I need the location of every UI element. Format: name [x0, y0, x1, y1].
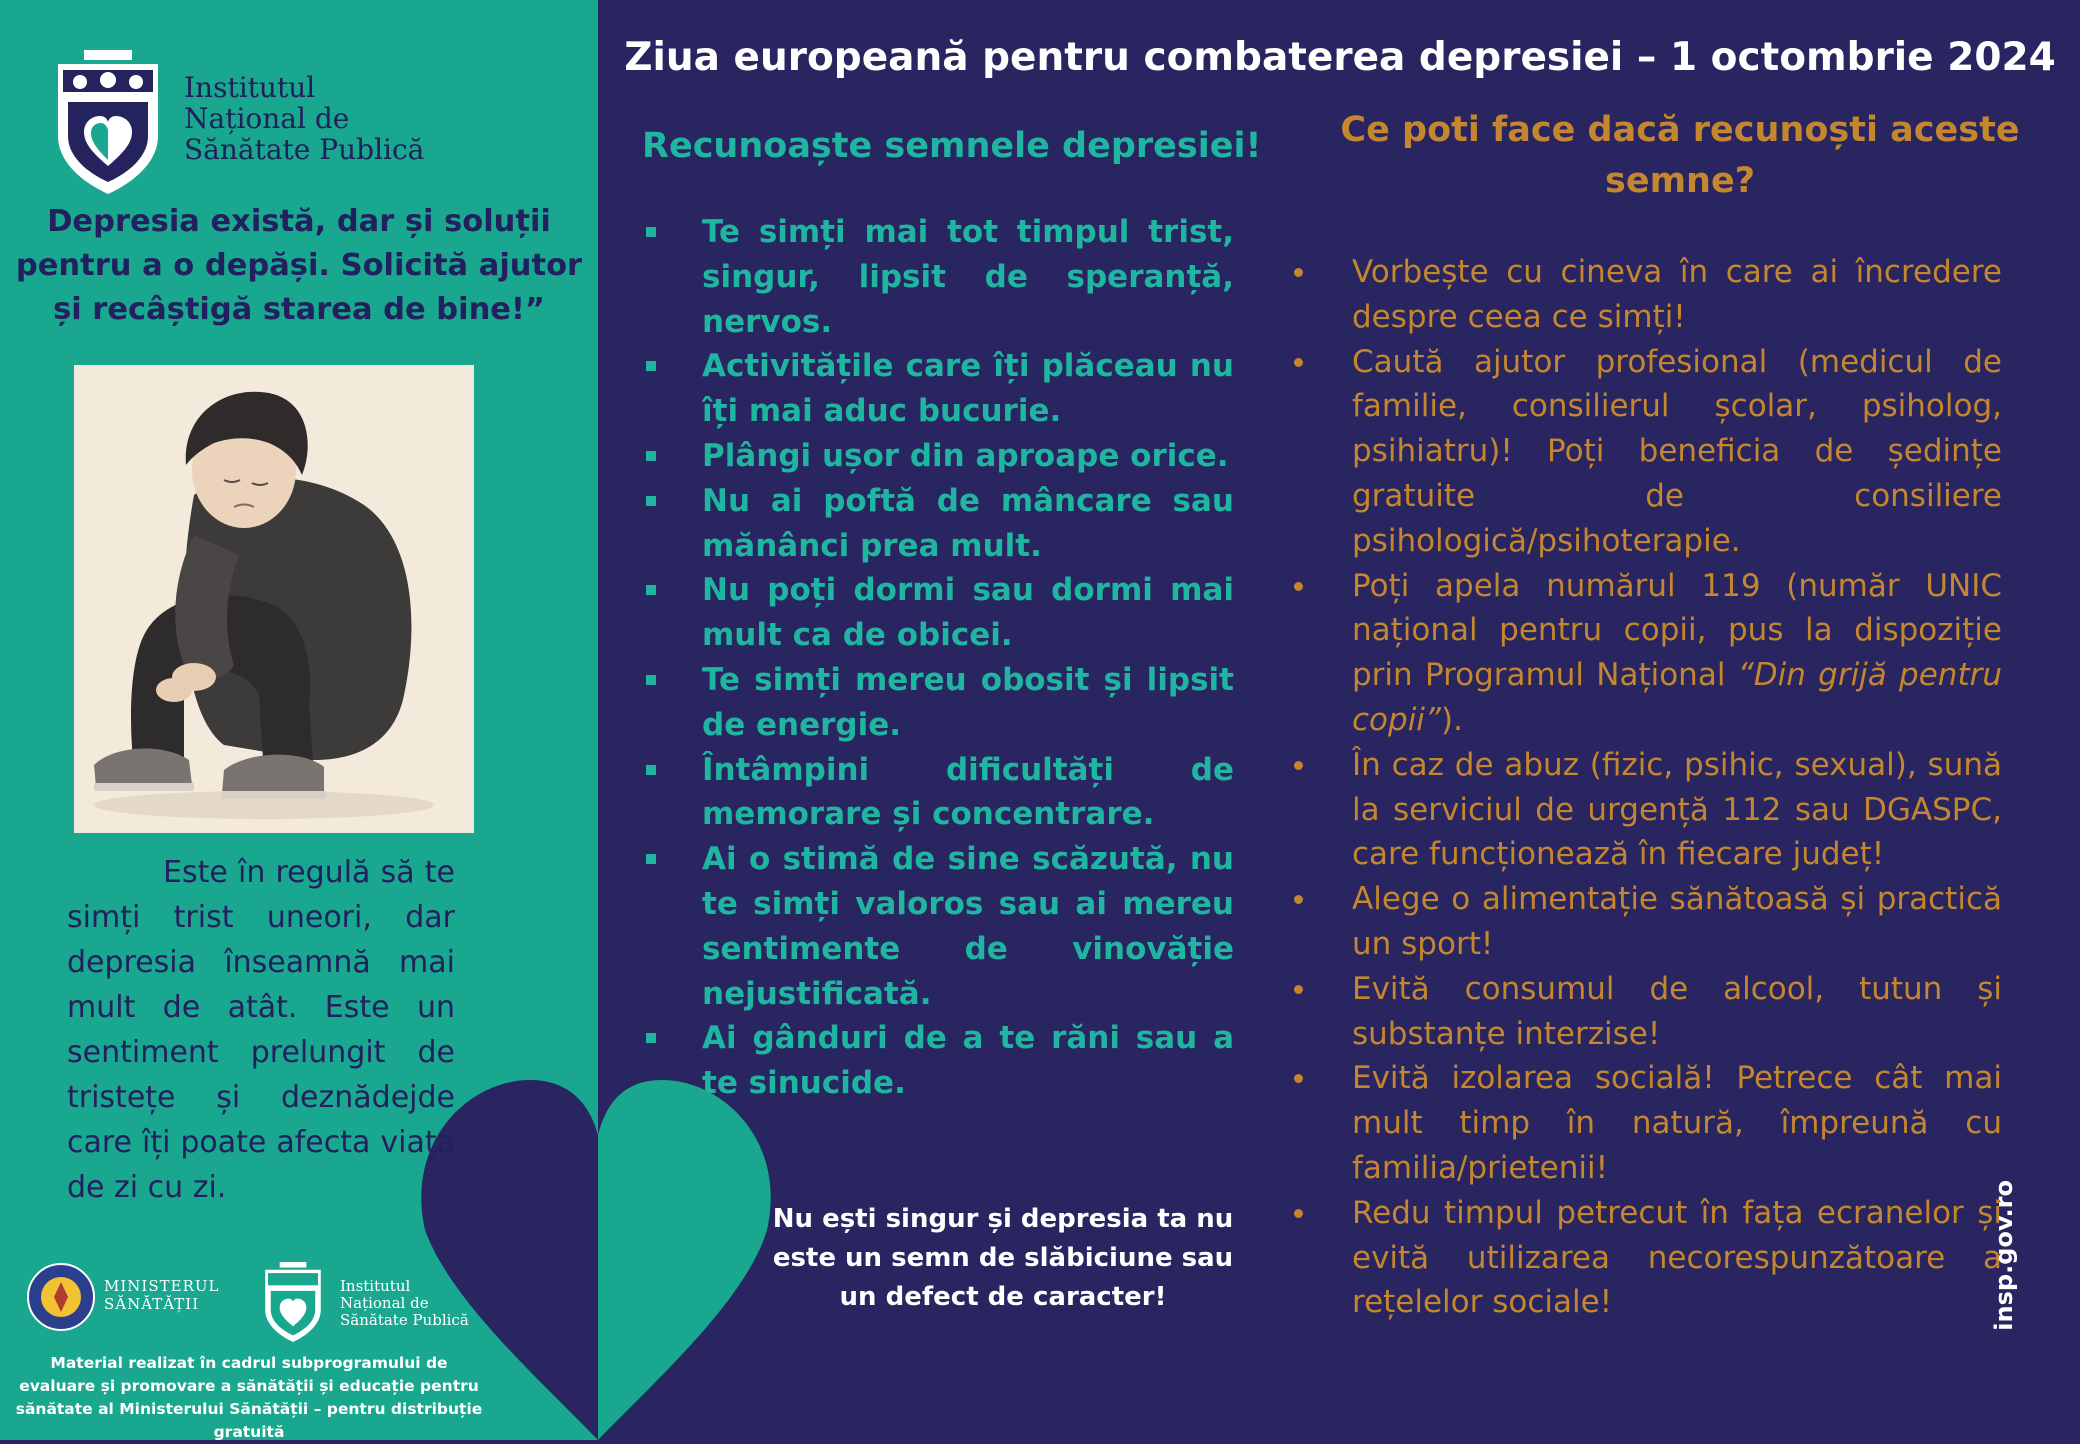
action-item-text: Poți apela numărul 119 (număr UNIC național pentru copii, pus la dispoziție prin Programul Național	[1352, 567, 2002, 694]
heart-right-half	[598, 1080, 771, 1440]
action-item-text-end: ).	[1440, 701, 1463, 738]
round-bullet-icon	[1294, 1074, 1303, 1083]
logo-line-2: Național de	[184, 102, 350, 135]
insp-small-line-1: Institutul	[340, 1277, 411, 1295]
action-item-text: Alege o alimentație sănătoasă și practică un sport!	[1352, 881, 2002, 962]
round-bullet-icon	[1294, 1209, 1303, 1218]
action-item-text: Evită izolarea socială! Petrece cât mai mult timp în natură, împreună cu familia/prietenii!	[1352, 1060, 2002, 1186]
sign-item-text: Nu poți dormi sau dormi mai mult ca de obicei.	[702, 572, 1234, 654]
action-item	[1290, 967, 2002, 1057]
sign-item	[642, 748, 1234, 838]
action-item	[1290, 1056, 2002, 1190]
insp-small-logo-text	[340, 1278, 500, 1329]
ministry-logo-text	[104, 1277, 244, 1313]
page-title: Ziua europeană pentru combaterea depresiei – 1 octombrie 2024	[624, 35, 2056, 80]
square-bullet-icon	[646, 765, 656, 775]
sign-item-text: Activitățile care îți plăceau nu îți mai aduc bucurie.	[702, 348, 1234, 430]
action-item-text: Redu timpul petrecut în fața ecranelor și evită utilizarea necorespunzătoare a rețelelor sociale!	[1352, 1194, 2002, 1321]
sign-item	[642, 210, 1234, 344]
round-bullet-icon	[1294, 358, 1303, 367]
round-bullet-icon	[1294, 895, 1303, 904]
logo-line-1: Institutul	[184, 71, 316, 104]
sign-item	[642, 434, 1234, 479]
actions-heading: Ce poti face dacă recunoști aceste semne?	[1340, 110, 2020, 201]
heart-message: Nu ești singur și depresia ta nu este un semn de slăbiciune sau un defect de caracter!	[772, 1204, 1234, 1312]
signs-list	[642, 210, 1234, 1106]
government-seal-icon	[26, 1262, 96, 1332]
round-bullet-icon	[1294, 761, 1303, 770]
sign-item	[642, 568, 1234, 658]
action-item	[1290, 1191, 2002, 1325]
action-item	[1290, 877, 2002, 967]
action-item	[1290, 250, 2002, 340]
square-bullet-icon	[646, 451, 656, 461]
sign-item	[642, 1016, 1234, 1106]
sign-item-text: Ai o stimă de sine scăzută, nu te simți valoros sau ai mereu sentimente de vinovăție nejustificată.	[702, 841, 1234, 1012]
square-bullet-icon	[646, 854, 656, 864]
square-bullet-icon	[646, 496, 656, 506]
sign-item-text: Nu ai poftă de mâncare sau mănânci prea mult.	[702, 482, 1234, 564]
signs-heading: Recunoaște semnele depresiei!	[642, 126, 1262, 166]
sign-item-text: Întâmpini dificultăți de memorare și concentrare.	[702, 751, 1234, 833]
action-item	[1290, 340, 2002, 564]
action-item-text: Caută ajutor profesional (medicul de familie, consilierul școlar, psiholog, psihiatru)! Poți beneficia de ședințe gratuite de consiliere psihologică/psihoterapie.	[1352, 343, 2002, 559]
actions-list	[1290, 250, 2002, 1325]
logo-line-3: Sănătate Publică	[184, 133, 425, 166]
ministry-line-1: MINISTERUL	[104, 1277, 220, 1295]
sign-item-text: Te simți mai tot timpul trist, singur, lipsit de speranță, nervos.	[702, 214, 1234, 340]
square-bullet-icon	[646, 361, 656, 371]
site-url-link[interactable]: insp.gov.ro	[1990, 1180, 2018, 1331]
footer-note: Material realizat în cadrul subprogramului de evaluare și promovare a sănătății și educație pentru sănătate al Ministerului Sănătății – pentru distribuție gratuită	[15, 1354, 483, 1441]
square-bullet-icon	[646, 1033, 656, 1043]
insp-logo-icon	[58, 50, 158, 194]
sign-item	[642, 837, 1234, 1016]
insp-logo-text	[184, 72, 484, 165]
insp-small-line-3: Sănătate Publică	[340, 1311, 469, 1329]
sign-item	[642, 658, 1234, 748]
round-bullet-icon	[1294, 985, 1303, 994]
square-bullet-icon	[646, 675, 656, 685]
program-name: “Din grijă pentru copii”	[1352, 657, 2002, 738]
action-item-text: În caz de abuz (fizic, psihic, sexual), sună la serviciul de urgență 112 sau DGASPC, care funcționează în fiecare județ!	[1352, 746, 2002, 873]
sign-item-text: Plângi ușor din aproape orice.	[702, 437, 1229, 474]
action-item	[1290, 564, 2002, 743]
insp-small-line-2: Național de	[340, 1294, 429, 1312]
left-tagline: Depresia există, dar și soluții pentru a o depăși. Solicită ajutor și recâștigă starea de bine!”	[15, 204, 583, 327]
action-item-text: Evită consumul de alcool, tutun și substanțe interzise!	[1352, 970, 2002, 1052]
sad-boy-icon	[74, 365, 474, 833]
sad-boy-illustration	[74, 365, 474, 833]
sign-item-text: Te simți mereu obosit și lipsit de energie.	[702, 661, 1234, 743]
sign-item-text: Ai gânduri de a te răni sau a te sinucide.	[702, 1020, 1234, 1102]
left-paragraph: Este în regulă să te simți trist uneori, dar depresia înseamnă mai mult de atât. Este un sentiment prelungit de tristețe și deznădejde care îți poate afecta viața de zi cu zi.	[67, 855, 455, 1205]
round-bullet-icon	[1294, 268, 1303, 277]
round-bullet-icon	[1294, 582, 1303, 591]
action-item	[1290, 743, 2002, 877]
insp-small-logo-icon	[264, 1262, 322, 1342]
square-bullet-icon	[646, 227, 656, 237]
action-item-text: Vorbește cu cineva în care ai încredere despre ceea ce simți!	[1352, 254, 2002, 335]
ministry-line-2: SĂNĂTĂȚII	[104, 1295, 200, 1313]
sign-item	[642, 479, 1234, 569]
square-bullet-icon	[646, 585, 656, 595]
sign-item	[642, 344, 1234, 434]
